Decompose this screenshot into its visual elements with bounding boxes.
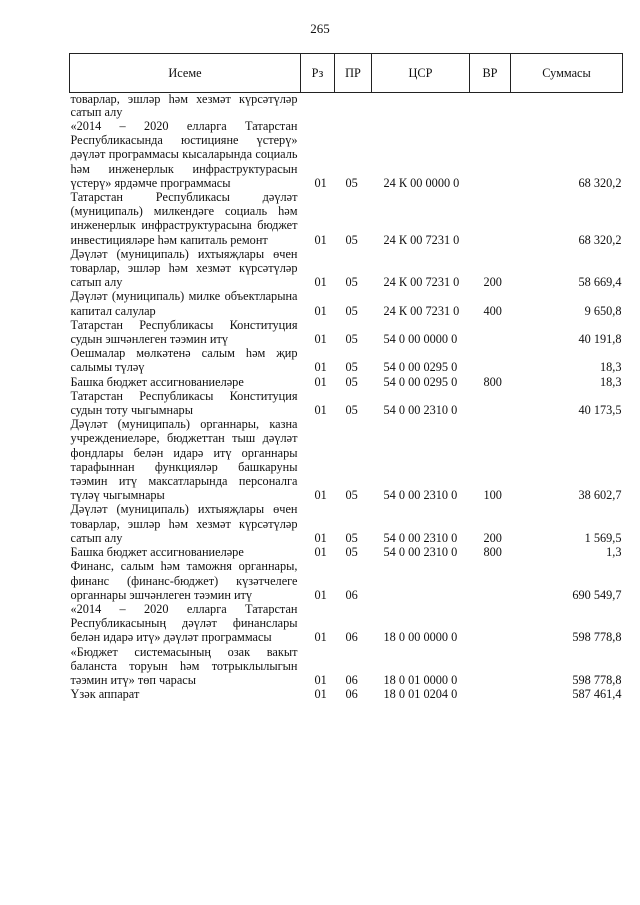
- row-name: Татарстан Республикасы Конституция судын тоту чыгымнары: [70, 388, 298, 418]
- row-rz: 01: [314, 360, 327, 375]
- row-csr: 18 0 01 0204 0: [383, 687, 458, 702]
- table-row: [70, 417, 623, 502]
- table-row: [70, 289, 623, 317]
- row-sum: 18,3: [599, 374, 622, 389]
- row-vr: [470, 346, 511, 374]
- row-name: Үзәк аппарат: [70, 687, 140, 702]
- row-name: Башка бюджет ассигнованиеләре: [70, 374, 244, 389]
- row-name: «2014 – 2020 елларга Татарстан Республикасының дәүләт финанслары белән идарә итү» дәүләт программасы: [70, 601, 298, 645]
- row-name: Дәүләт (муниципаль) ихтыяҗлары өчен товарлар, эшләр һәм хезмәт күрсәтүләр сатып алу: [70, 246, 298, 290]
- row-rz: 01: [314, 303, 327, 318]
- row-rz: 01: [314, 672, 327, 687]
- row-sum: [511, 93, 623, 120]
- row-rz: [301, 93, 335, 120]
- row-pr: 05: [345, 545, 358, 560]
- header-name: Исеме: [70, 54, 301, 93]
- header-vr: ВР: [470, 54, 511, 93]
- row-sum: 40 173,5: [578, 403, 622, 418]
- row-csr: 54 0 00 2310 0: [383, 545, 458, 560]
- table-row: [70, 247, 623, 290]
- row-csr: 54 0 00 2310 0: [383, 488, 458, 503]
- row-sum: 598 778,8: [572, 630, 622, 645]
- table-row: [70, 602, 623, 645]
- row-rz: 01: [314, 630, 327, 645]
- row-name: Татарстан Республикасы дәүләт (муниципаль) милкендәге социаль һәм инженерлык инфраструктурасына бюджет инвестицияләре һәм капиталь ремонт: [70, 190, 298, 247]
- row-name: Финанс, салым һәм таможня органнары, финанс (финанс-бюджет) күзәтчелеге органнары эшчәнлеген тәэмин итү: [70, 559, 298, 602]
- row-name: Татарстан Республикасы Конституция судын эшчәнлеген тәэмин итү: [70, 317, 298, 347]
- table-row: [70, 502, 623, 545]
- row-pr: 05: [345, 232, 358, 247]
- row-name: Дәүләт (муниципаль) ихтыяҗлары өчен товарлар, эшләр һәм хезмәт күрсәтүләр сатып алу: [70, 502, 298, 545]
- row-sum: 68 320,2: [578, 175, 622, 190]
- row-pr: 05: [345, 530, 358, 545]
- row-vr: [470, 645, 511, 688]
- page-number: 265: [310, 21, 330, 36]
- table-row: [70, 375, 623, 389]
- table-row: [70, 318, 623, 346]
- row-rz: 01: [314, 687, 327, 702]
- row-pr: 06: [345, 672, 358, 687]
- row-pr: 06: [345, 687, 358, 702]
- row-pr: 05: [345, 275, 358, 290]
- row-vr: 200: [483, 530, 502, 545]
- row-csr: 54 0 00 0295 0: [383, 360, 458, 375]
- row-csr: [372, 93, 470, 120]
- row-rz: 01: [314, 545, 327, 560]
- table-row: [70, 645, 623, 688]
- header-sum: Суммасы: [511, 54, 623, 93]
- row-csr: 54 0 00 2310 0: [383, 530, 458, 545]
- row-sum: 68 320,2: [578, 232, 622, 247]
- row-sum: 58 669,4: [578, 275, 622, 290]
- row-csr: 24 К 00 0000 0: [383, 175, 460, 190]
- table-row: [70, 389, 623, 417]
- row-csr: 54 0 00 0295 0: [383, 374, 458, 389]
- header-csr: ЦСР: [372, 54, 470, 93]
- row-rz: 01: [314, 488, 327, 503]
- row-csr: 54 0 00 0000 0: [383, 332, 458, 347]
- row-vr: [470, 602, 511, 645]
- row-sum: 1 569,5: [584, 530, 622, 545]
- row-name: «2014 – 2020 елларга Татарстан Республикасында юстицияне үстерү» дәүләт программасы кысаларында социаль һәм инженерлык инфраструктурасын үстерү» ярдәмче программасы: [70, 119, 298, 190]
- row-sum: 18,3: [599, 360, 622, 375]
- row-pr: 06: [345, 630, 358, 645]
- table-row: [70, 190, 623, 247]
- row-name: «Бюджет системасының озак вакыт баланста торуын һәм тотрыклылыгын тәэмин итү» төп чарасы: [70, 644, 298, 687]
- row-csr: 18 0 01 0000 0: [383, 672, 458, 687]
- table-body: [70, 93, 623, 702]
- row-vr: [470, 93, 511, 120]
- row-sum: 1,3: [606, 545, 622, 560]
- row-vr: [470, 318, 511, 346]
- row-vr: 800: [483, 374, 502, 389]
- row-rz: 01: [314, 175, 327, 190]
- row-pr: [335, 93, 372, 120]
- row-name: Дәүләт (муниципаль) органнары, казна учреждениеләре, бюджеттан тыш дәүләт фондлары белән идарә итү органнары тарафыннан функцияләр башкаруны тәэмин итү максатларында персоналга түләү чыгымнары: [70, 417, 298, 503]
- row-rz: 01: [314, 332, 327, 347]
- row-sum: 690 549,7: [572, 587, 622, 602]
- row-csr: 24 К 00 7231 0: [383, 232, 460, 247]
- row-sum: 38 602,7: [578, 488, 622, 503]
- header-pr: ПР: [335, 54, 372, 93]
- header-rz: Рз: [301, 54, 335, 93]
- row-rz: 01: [314, 403, 327, 418]
- table-row: [70, 119, 623, 190]
- row-rz: 01: [314, 530, 327, 545]
- row-sum: 587 461,4: [572, 687, 622, 702]
- row-name: Дәүләт (муниципаль) милке объектларына капитал салулар: [70, 289, 298, 318]
- row-name: Башка бюджет ассигнованиеләре: [70, 545, 244, 560]
- row-vr: [470, 389, 511, 417]
- row-pr: 05: [345, 488, 358, 503]
- row-vr: 100: [483, 488, 502, 503]
- row-csr: [372, 559, 470, 602]
- row-pr: 05: [345, 175, 358, 190]
- table-row: [70, 93, 623, 120]
- row-name: товарлар, эшләр һәм хезмәт күрсәтүләр сатып алу: [70, 92, 298, 119]
- row-rz: 01: [314, 587, 327, 602]
- row-vr: [470, 119, 511, 190]
- row-pr: 05: [345, 360, 358, 375]
- row-rz: 01: [314, 374, 327, 389]
- table-row: [70, 545, 623, 559]
- row-pr: 05: [345, 332, 358, 347]
- row-vr: [470, 559, 511, 602]
- row-csr: 18 0 00 0000 0: [383, 630, 458, 645]
- row-vr: [470, 687, 511, 701]
- budget-table: [69, 53, 623, 701]
- table-row: [70, 559, 623, 602]
- row-pr: 05: [345, 403, 358, 418]
- row-vr: 400: [483, 303, 502, 318]
- row-csr: 24 К 00 7231 0: [383, 303, 460, 318]
- row-sum: 9 650,8: [584, 303, 622, 318]
- row-rz: 01: [314, 232, 327, 247]
- row-csr: 54 0 00 2310 0: [383, 403, 458, 418]
- row-pr: 05: [345, 303, 358, 318]
- row-pr: 05: [345, 374, 358, 389]
- row-vr: [470, 190, 511, 247]
- row-csr: 24 К 00 7231 0: [383, 275, 460, 290]
- row-sum: 40 191,8: [578, 332, 622, 347]
- table-row: [70, 346, 623, 374]
- table-header: [70, 54, 623, 93]
- table-row: [70, 687, 623, 701]
- row-sum: 598 778,8: [572, 672, 622, 687]
- row-vr: 800: [483, 545, 502, 560]
- row-vr: 200: [483, 275, 502, 290]
- row-name: Оешмалар мөлкәтенә салым һәм җир салымы түләү: [70, 346, 298, 375]
- row-rz: 01: [314, 275, 327, 290]
- row-pr: 06: [345, 587, 358, 602]
